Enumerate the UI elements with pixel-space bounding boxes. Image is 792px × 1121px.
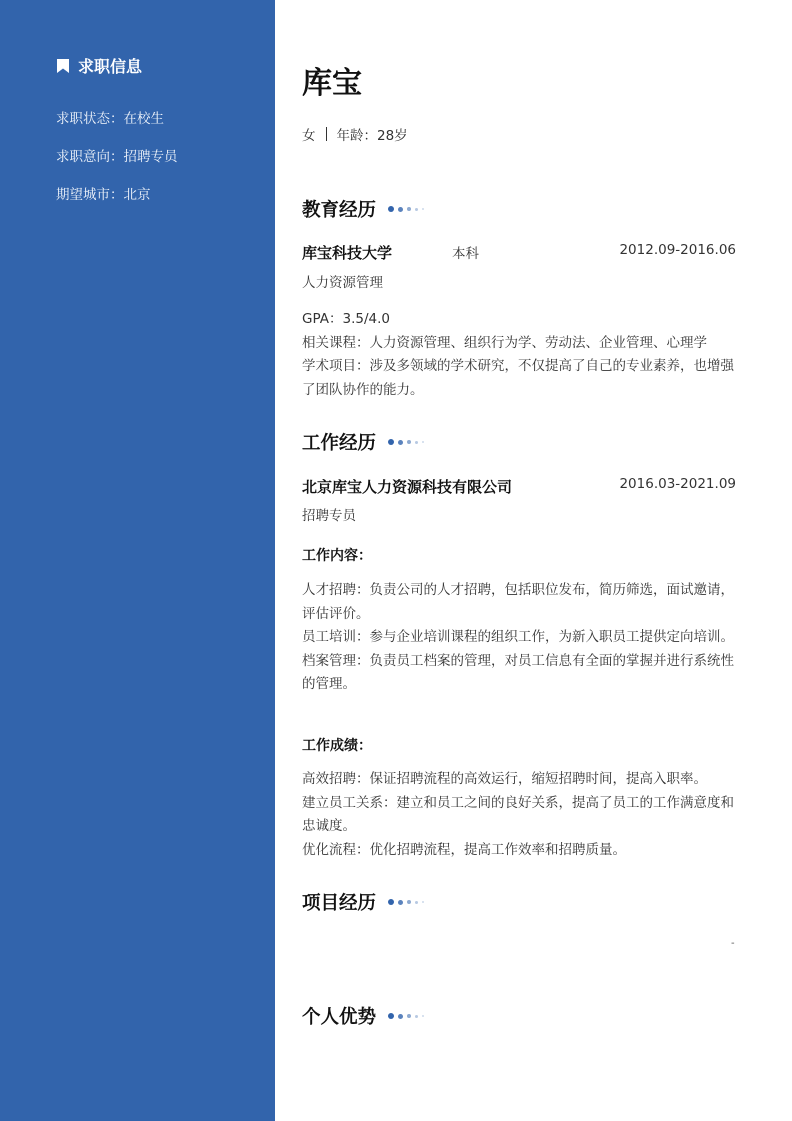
bookmark-icon [56, 58, 70, 74]
work-achievements [302, 768, 738, 862]
section-title-text: 工作经历 [302, 433, 377, 454]
position: 招聘专员 [302, 508, 356, 524]
list-item: 高效招聘：保证招聘流程的高效运行，缩短招聘时间，提高入职率。 [302, 771, 707, 787]
gender: 女 [302, 128, 316, 144]
expected-city: 期望城市：北京 [56, 187, 151, 203]
research: 学术项目：涉及多领域的学术研究，不仅提高了自己的专业素养，也增强了团队协作的能力。 [302, 358, 734, 398]
work-content-label: 工作内容： [302, 548, 372, 564]
sidebar-title: 求职信息 [78, 57, 143, 76]
list-item: 建立员工关系：建立和员工之间的良好关系，提高了员工的工作满意度和忠诚度。 [302, 794, 734, 834]
job-status: 求职状态：在校生 [56, 111, 164, 127]
degree: 本科 [452, 246, 479, 262]
gpa: GPA：3.5/4.0 [302, 311, 390, 327]
basic-info [302, 124, 408, 144]
section-title-projects [302, 889, 428, 915]
education-header [302, 242, 736, 264]
list-item: 档案管理：负责员工档案的管理，对员工信息有全面的掌握并进行系统性的管理。 [302, 652, 734, 692]
decorative-dots-icon [388, 439, 428, 445]
major: 人力资源管理 [302, 275, 383, 291]
divider [326, 127, 327, 141]
candidate-name: 库宝 [302, 66, 362, 101]
section-title-work [302, 429, 428, 455]
decorative-dots-icon [388, 1013, 428, 1019]
sidebar [0, 0, 275, 1121]
section-title-text: 教育经历 [302, 200, 377, 221]
list-item: 人才招聘：负责公司的人才招聘，包括职位发布，简历筛选，面试邀请，评估评价。 [302, 582, 734, 622]
section-title-text: 个人优势 [302, 1007, 377, 1028]
project-placeholder: - [731, 938, 735, 949]
list-item: 优化流程：优化招聘流程，提高工作效率和招聘质量。 [302, 841, 626, 858]
education-details [302, 308, 738, 402]
work-header [302, 476, 736, 498]
work-date: 2016.03-2021.09 [619, 476, 736, 492]
work-content [302, 579, 738, 697]
age: 年龄：28岁 [336, 128, 408, 144]
company-name: 北京库宝人力资源科技有限公司 [302, 478, 513, 496]
job-intention: 求职意向：招聘专员 [56, 149, 178, 165]
section-title-education [302, 196, 428, 222]
decorative-dots-icon [388, 899, 428, 905]
decorative-dots-icon [388, 206, 428, 212]
education-date: 2012.09-2016.06 [619, 242, 736, 258]
section-title-strengths [302, 1003, 428, 1029]
school-name: 库宝科技大学 [302, 244, 393, 262]
achievements-label: 工作成绩： [302, 738, 372, 754]
sidebar-header [56, 54, 142, 77]
list-item: 员工培训：参与企业培训课程的组织工作，为新入职员工提供定向培训。 [302, 629, 734, 645]
courses: 相关课程：人力资源管理、组织行为学、劳动法、企业管理、心理学 [302, 334, 707, 351]
section-title-text: 项目经历 [302, 893, 377, 914]
